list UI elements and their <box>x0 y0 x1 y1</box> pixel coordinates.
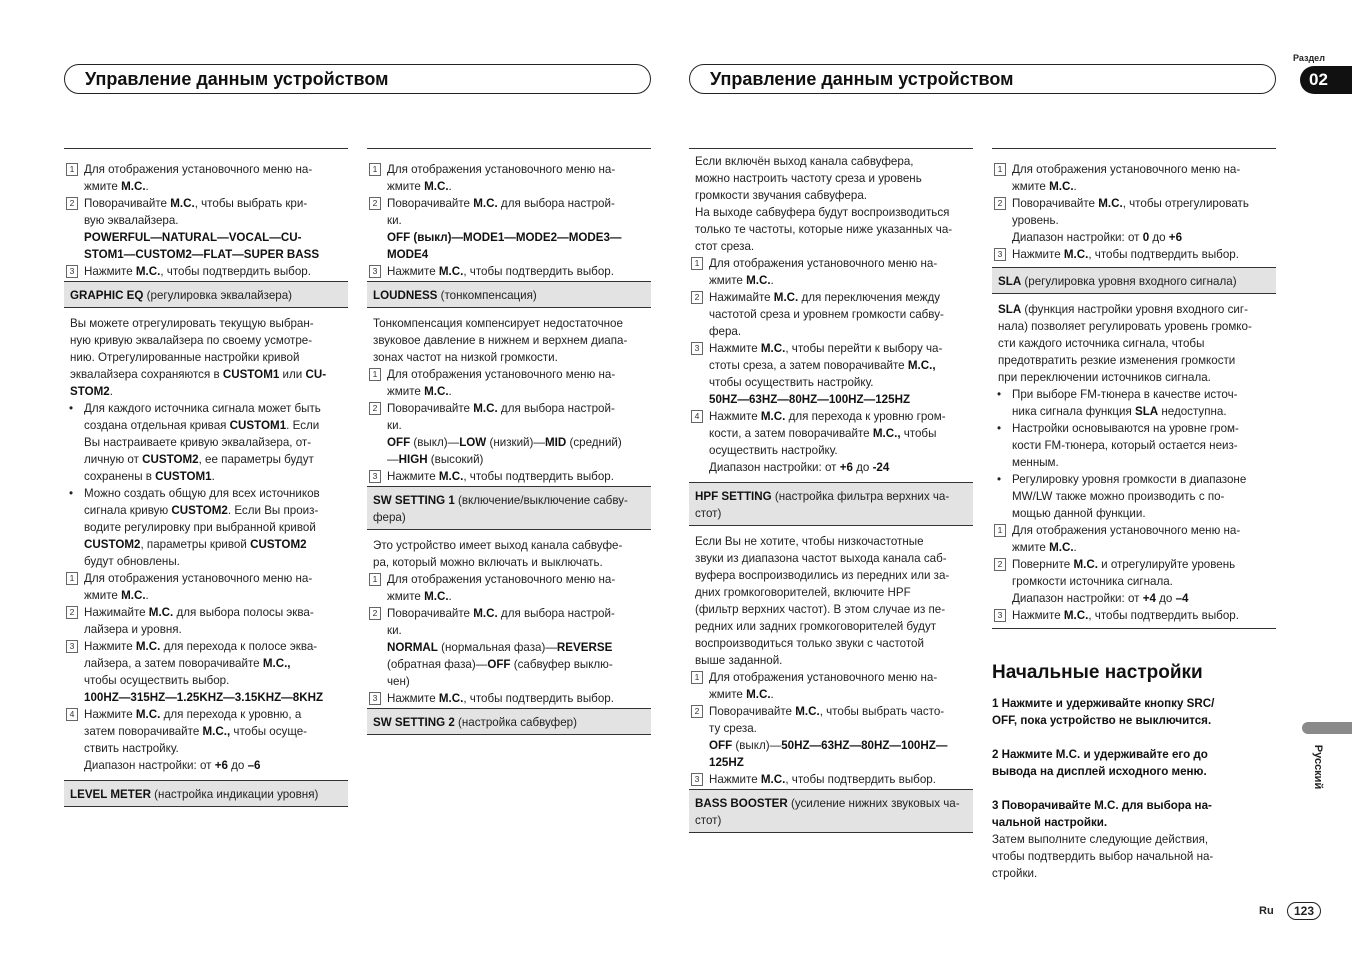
column-3 <box>689 148 973 840</box>
initial-step-3: 3 Поворачивайте M.C. для выбора на- чальной настройки. <box>992 799 1212 829</box>
column-2 <box>367 148 651 742</box>
bullet-item: • Настройки основываются на уровне гром- кости FM-тюнера, который остается неиз- менным. <box>992 420 1276 471</box>
paragraph: Тонкомпенсация компенсирует недостаточное звуковое давление в нижнем и верхнем диапа- зонах частот на низкой громкости. <box>373 317 628 364</box>
list-item: 1 Для отображения установочного меню на- жмите M.C.. <box>367 161 651 195</box>
list-item: 1 Для отображения установочного меню на- жмите M.C.. <box>367 571 651 605</box>
list-item: 2 Поворачивайте M.C. для выбора настрой- ки. OFF (выкл)—LOW (низкий)—MID (средний) —HIGH (высокий) <box>367 400 651 468</box>
section-level-meter: LEVEL METER (настройка индикации уровня) <box>64 780 348 807</box>
bullet-item: • Для каждого источника сигнала может быть создана отдельная кривая CUSTOM1. Если Вы настраиваете кривую эквалайзера, от- личную от CUSTOM2, ее параметры будут сохранены в CUSTOM1. <box>64 400 348 485</box>
list-item: 3 Нажмите M.C., чтобы подтвердить выбор. <box>992 246 1276 263</box>
column-4 <box>992 148 1276 882</box>
list-item: 4 Нажмите M.C. для перехода к уровню гром- кости, а затем поворачивайте M.C., чтобы осуществить настройку. Диапазон настройки: от +6 до -24 <box>689 408 973 476</box>
section-graphic-eq: GRAPHIC EQ (регулировка эквалайзера) <box>64 281 348 308</box>
list-item: 2 Нажимайте M.C. для выбора полосы эква- лайзера и уровня. <box>64 604 348 638</box>
left-page-title: Управление данным устройством <box>85 69 389 89</box>
list-item: 1 Для отображения установочного меню на- жмите M.C.. <box>689 669 973 703</box>
subwoofer-level-steps <box>992 148 1276 268</box>
list-item: 1 Для отображения установочного меню на- жмите M.C.. <box>64 161 348 195</box>
section-sla: SLA (регулировка уровня входного сигнала) <box>992 268 1276 294</box>
list-item: 1 Для отображения установочного меню на- жмите M.C.. <box>992 161 1276 195</box>
section-number: 02 <box>1309 70 1328 89</box>
list-item: 3 Нажмите M.C., чтобы подтвердить выбор. <box>367 263 651 280</box>
section-sw-setting-2: SW SETTING 2 (настройка сабвуфер) <box>367 708 651 735</box>
list-item: 1 Для отображения установочного меню на- жмите M.C.. <box>64 570 348 604</box>
bullet-item: • При выборе FM-тюнера в качестве источ- ника сигнала функция SLA недоступна. <box>992 386 1276 420</box>
bullet-item: • Можно создать общую для всех источников сигнала кривую CUSTOM2. Если Вы произ- водите регулировку при выбранной кривой CUSTOM2, параметры кривой CUSTOM2 будут обновлены. <box>64 485 348 570</box>
list-item: 1 Для отображения установочного меню на- жмите M.C.. <box>992 522 1276 556</box>
section-bass-booster: BASS BOOSTER (усиление нижних звуковых ча- стот) <box>689 789 973 833</box>
list-item: 1 Для отображения установочного меню на- жмите M.C.. <box>367 366 651 400</box>
list-item: 3 Нажмите M.C., чтобы подтвердить выбор. <box>992 607 1276 624</box>
paragraph: Если Вы не хотите, чтобы низкочастотные звуки из диапазона частот выхода канала саб- вуфера воспроизводились из передних или за- дних громкоговорителей, включите HPF (фильтр верхних частот). В этом случае из пе- редних или задних громкоговорителей будут воспроизводиться только звуки с частотой выше заданной. <box>695 535 950 667</box>
list-item: 3 Нажмите M.C., чтобы подтвердить выбор. <box>367 690 651 707</box>
right-page-header <box>689 64 1276 94</box>
initial-step-2: 2 Нажмите M.C. и удерживайте его до вывода на дисплей исходного меню. <box>992 748 1208 778</box>
list-item: 2 Поворачивайте M.C. для выбора настрой- ки. NORMAL (нормальная фаза)—REVERSE (обратная фаза)—OFF (сабвуфер выклю- чен) <box>367 605 651 690</box>
paragraph: SLA (функция настройки уровня входного сиг- нала) позволяет регулировать уровень громко- сти каждого источника сигнала, чтобы предотвратить резкие изменения громкости при переключении источников сигнала. <box>998 303 1252 384</box>
list-item: 3 Нажмите M.C., чтобы подтвердить выбор. <box>64 263 348 280</box>
lang-code: Ru <box>1259 905 1274 917</box>
column-1 <box>64 148 348 814</box>
list-item: 3 Нажмите M.C. для перехода к полосе эква- лайзера, а затем поворачивайте M.C., чтобы осуществить выбор. 100HZ—315HZ—1.25KHZ—3.15KHZ—8KHZ <box>64 638 348 706</box>
list-item: 2 Поворачивайте M.C., чтобы выбрать кри- вую эквалайзера. POWERFUL—NATURAL—VOCAL—CU- STOM1—CUSTOM2—FLAT—SUPER BASS <box>64 195 348 263</box>
paragraph: Вы можете отрегулировать текущую выбран- ную кривую эквалайзера по своему усмотре- нию. Отрегулированные настройки кривой эквалайзера сохраняются в CUSTOM1 или CU- STOM2. <box>70 317 327 398</box>
language-tab <box>1302 722 1352 734</box>
bullet-item: • Регулировку уровня громкости в диапазоне MW/LW также можно производить с по- мощью данной функции. <box>992 471 1276 522</box>
language-label: Русский <box>1312 744 1324 790</box>
paragraph: Это устройство имеет выход канала сабвуфе- ра, который можно включать и выключать. <box>373 539 623 569</box>
list-item: 1 Для отображения установочного меню на- жмите M.C.. <box>689 255 973 289</box>
page-number: 123 <box>1287 902 1321 920</box>
section-number-badge <box>1300 66 1352 94</box>
list-item: 2 Поверните M.C. и отрегулируйте уровень громкости источника сигнала. Диапазон настройки: от +4 до –4 <box>992 556 1276 607</box>
list-item: 2 Поворачивайте M.C., чтобы выбрать часто- ту среза. OFF (выкл)—50HZ—63HZ—80HZ—100HZ— 125HZ <box>689 703 973 771</box>
section-loudness: LOUDNESS (тонкомпенсация) <box>367 281 651 308</box>
initial-step-1: 1 Нажмите и удерживайте кнопку SRC/ OFF, пока устройство не выключится. <box>992 697 1215 727</box>
paragraph: Затем выполните следующие действия, чтобы подтвердить выбор начальной на- стройки. <box>992 833 1214 880</box>
list-item: 2 Поворачивайте M.C., чтобы отрегулировать уровень. Диапазон настройки: от 0 до +6 <box>992 195 1276 246</box>
left-page-header <box>64 64 651 94</box>
section-hpf-setting: HPF SETTING (настройка фильтра верхних ча- стот) <box>689 482 973 526</box>
paragraph: Если включён выход канала сабвуфера, можно настроить частоту среза и уровень громкости звучания сабвуфера. На выходе сабвуфера будут воспроизводиться только те частоты, которые ниже указанных ча- стот среза. <box>695 155 953 253</box>
initial-settings-heading: Начальные настройки <box>992 662 1203 683</box>
section-label: Раздел <box>1293 53 1325 63</box>
section-sw-setting-1: SW SETTING 1 (включение/выключение сабву- фера) <box>367 486 651 530</box>
list-item: 4 Нажмите M.C. для перехода к уровню, а затем поворачивайте M.C., чтобы осуще- ствить настройку. Диапазон настройки: от +6 до –6 <box>64 706 348 774</box>
list-item: 3 Нажмите M.C., чтобы подтвердить выбор. <box>689 771 973 788</box>
list-item: 3 Нажмите M.C., чтобы подтвердить выбор. <box>367 468 651 485</box>
list-item: 2 Нажимайте M.C. для переключения между частотой среза и уровнем громкости сабву- фера. <box>689 289 973 340</box>
list-item: 3 Нажмите M.C., чтобы перейти к выбору ча- стоты среза, а затем поворачивайте M.C., чтобы осуществить настройку. 50HZ—63HZ—80HZ—100HZ—125HZ <box>689 340 973 408</box>
list-item: 2 Поворачивайте M.C. для выбора настрой- ки. OFF (выкл)—MODE1—MODE2—MODE3— MODE4 <box>367 195 651 263</box>
right-page-title: Управление данным устройством <box>710 69 1014 89</box>
